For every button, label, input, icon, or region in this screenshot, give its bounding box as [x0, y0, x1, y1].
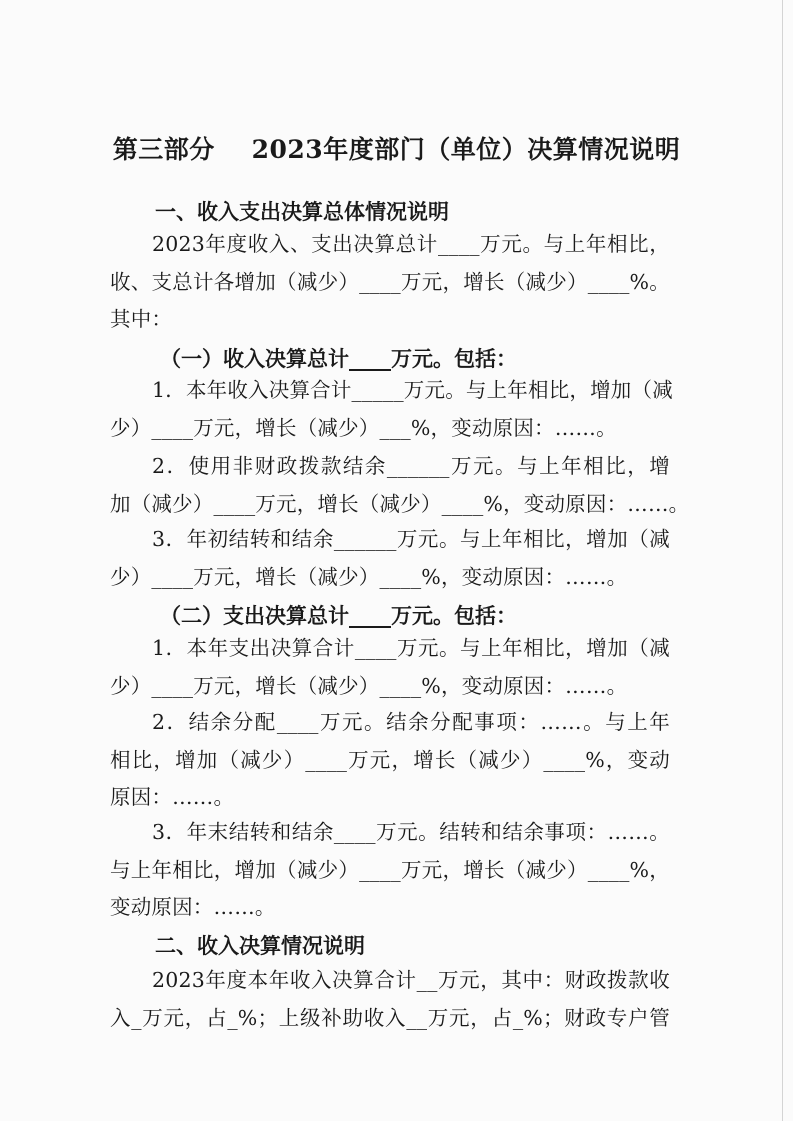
- text-line: 加（减少）____万元，增长（减少）____%，变动原因：……。: [110, 491, 690, 516]
- scan-edge-line: [782, 0, 783, 1121]
- text-line: 1．本年支出决算合计____万元。与上年相比，增加（减: [152, 636, 670, 660]
- expense-item-1: [110, 630, 670, 705]
- text-line: 变动原因：……。: [110, 895, 276, 919]
- text-line: 3．年初结转和结余______万元。与上年相比，增加（减: [152, 527, 670, 551]
- text-line: 与上年相比，增加（减少）____万元，增长（减少）____%，: [110, 857, 670, 882]
- text-line: 相比，增加（减少）____万元，增长（减少）____%，变动: [110, 747, 670, 772]
- text-line: 2023年度本年收入决算合计__万元，其中：财政拨款收: [152, 968, 670, 992]
- page-title: 第三部分 2023年度部门（单位）决算情况说明: [112, 135, 681, 164]
- text-line: 2．使用非财政拨款结余______万元。与上年相比，增: [152, 454, 670, 478]
- section2-body: [110, 962, 670, 1037]
- text-line: 2023年度收入、支出决算总计____万元。与上年相比，: [152, 232, 670, 256]
- text-line: 原因：……。: [110, 785, 235, 809]
- section2-heading: 二、收入决算情况说明: [155, 933, 365, 958]
- expense-total-heading: （二）支出决算总计____万元。包括：: [160, 603, 517, 628]
- text-line: 其中：: [110, 307, 173, 331]
- text-line: 入_万元，占_%；上级补助收入__万元，占_%；财政专户管: [110, 1005, 670, 1030]
- text-line: 收、支总计各增加（减少）____万元，增长（减少）____%。: [110, 269, 670, 294]
- section1-intro: [110, 226, 670, 339]
- text-line: 少）____万元，增长（减少）____%，变动原因：……。: [110, 673, 628, 698]
- text-line: 1．本年收入决算合计_____万元。与上年相比，增加（减: [152, 378, 673, 402]
- section1-heading: 一、收入支出决算总体情况说明: [155, 199, 449, 224]
- income-total-heading: （一）收入决算总计____万元。包括：: [160, 346, 517, 371]
- income-item-1: [110, 372, 673, 447]
- income-item-3: [110, 521, 670, 596]
- text-line: 少）____万元，增长（减少）___%，变动原因：……。: [110, 415, 617, 440]
- text-line: 3．年末结转和结余____万元。结转和结余事项：……。: [152, 820, 670, 844]
- expense-item-2: [110, 704, 670, 817]
- expense-item-3: [110, 814, 670, 927]
- income-item-2: [110, 448, 690, 523]
- text-line: 2．结余分配____万元。结余分配事项：……。与上年: [152, 710, 670, 734]
- text-line: 少）____万元，增长（减少）____%，变动原因：……。: [110, 564, 628, 589]
